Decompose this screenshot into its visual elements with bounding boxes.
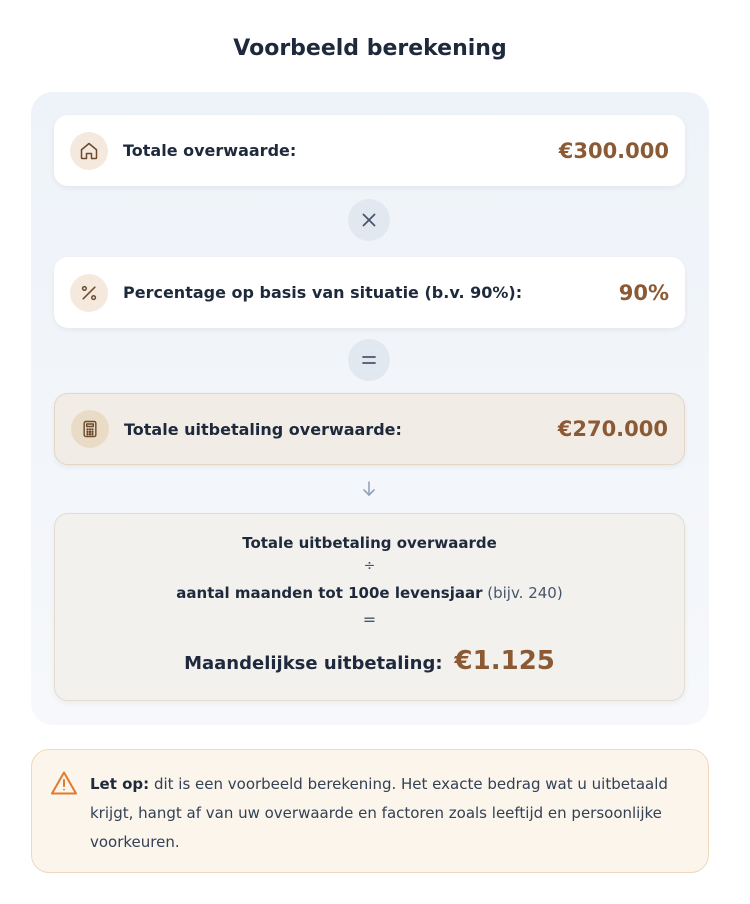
monthly-payout-label: Maandelijkse uitbetaling: bbox=[184, 653, 443, 674]
calculator-icon bbox=[71, 410, 109, 448]
row-value: €300.000 bbox=[558, 138, 669, 163]
formula-equals: = bbox=[362, 610, 377, 629]
row-percentage bbox=[54, 257, 685, 328]
warning-icon bbox=[50, 770, 78, 800]
calculation-panel bbox=[31, 92, 709, 725]
formula-line-months bbox=[55, 584, 684, 602]
row-total-overvalue bbox=[54, 115, 685, 186]
page-title: Voorbeeld berekening bbox=[233, 36, 507, 61]
percent-icon bbox=[70, 274, 108, 312]
arrow-down-icon bbox=[359, 478, 379, 500]
formula-divide: ÷ bbox=[363, 558, 376, 574]
row-value: 90% bbox=[618, 280, 669, 305]
notice-text bbox=[90, 770, 684, 857]
row-value: €270.000 bbox=[557, 417, 668, 441]
equals-operator bbox=[348, 339, 390, 381]
multiply-operator bbox=[348, 199, 390, 241]
row-label: Percentage op basis van situatie (b.v. 90%): bbox=[123, 283, 523, 302]
notice-lead: Let op: bbox=[90, 775, 150, 793]
formula-months-example: (bijv. 240) bbox=[482, 584, 563, 602]
formula-result bbox=[55, 646, 684, 676]
row-total-payout bbox=[54, 393, 685, 465]
equals-icon bbox=[361, 354, 377, 366]
formula-box bbox=[54, 513, 685, 701]
home-icon bbox=[70, 132, 108, 170]
formula-months-label: aantal maanden tot 100e levensjaar bbox=[176, 584, 483, 602]
row-label: Totale overwaarde: bbox=[123, 141, 297, 160]
notice-box bbox=[31, 749, 709, 873]
row-label: Totale uitbetaling overwaarde: bbox=[124, 419, 402, 439]
notice-body: dit is een voorbeeld berekening. Het exacte bedrag wat u uitbetaald krijgt, hangt af van uw overwaarde en factoren zoals leeftijd en persoonlijke voorkeuren. bbox=[90, 775, 668, 851]
multiply-icon bbox=[361, 212, 377, 228]
monthly-payout-value: €1.125 bbox=[454, 646, 555, 676]
formula-line-payout: Totale uitbetaling overwaarde bbox=[242, 534, 497, 552]
